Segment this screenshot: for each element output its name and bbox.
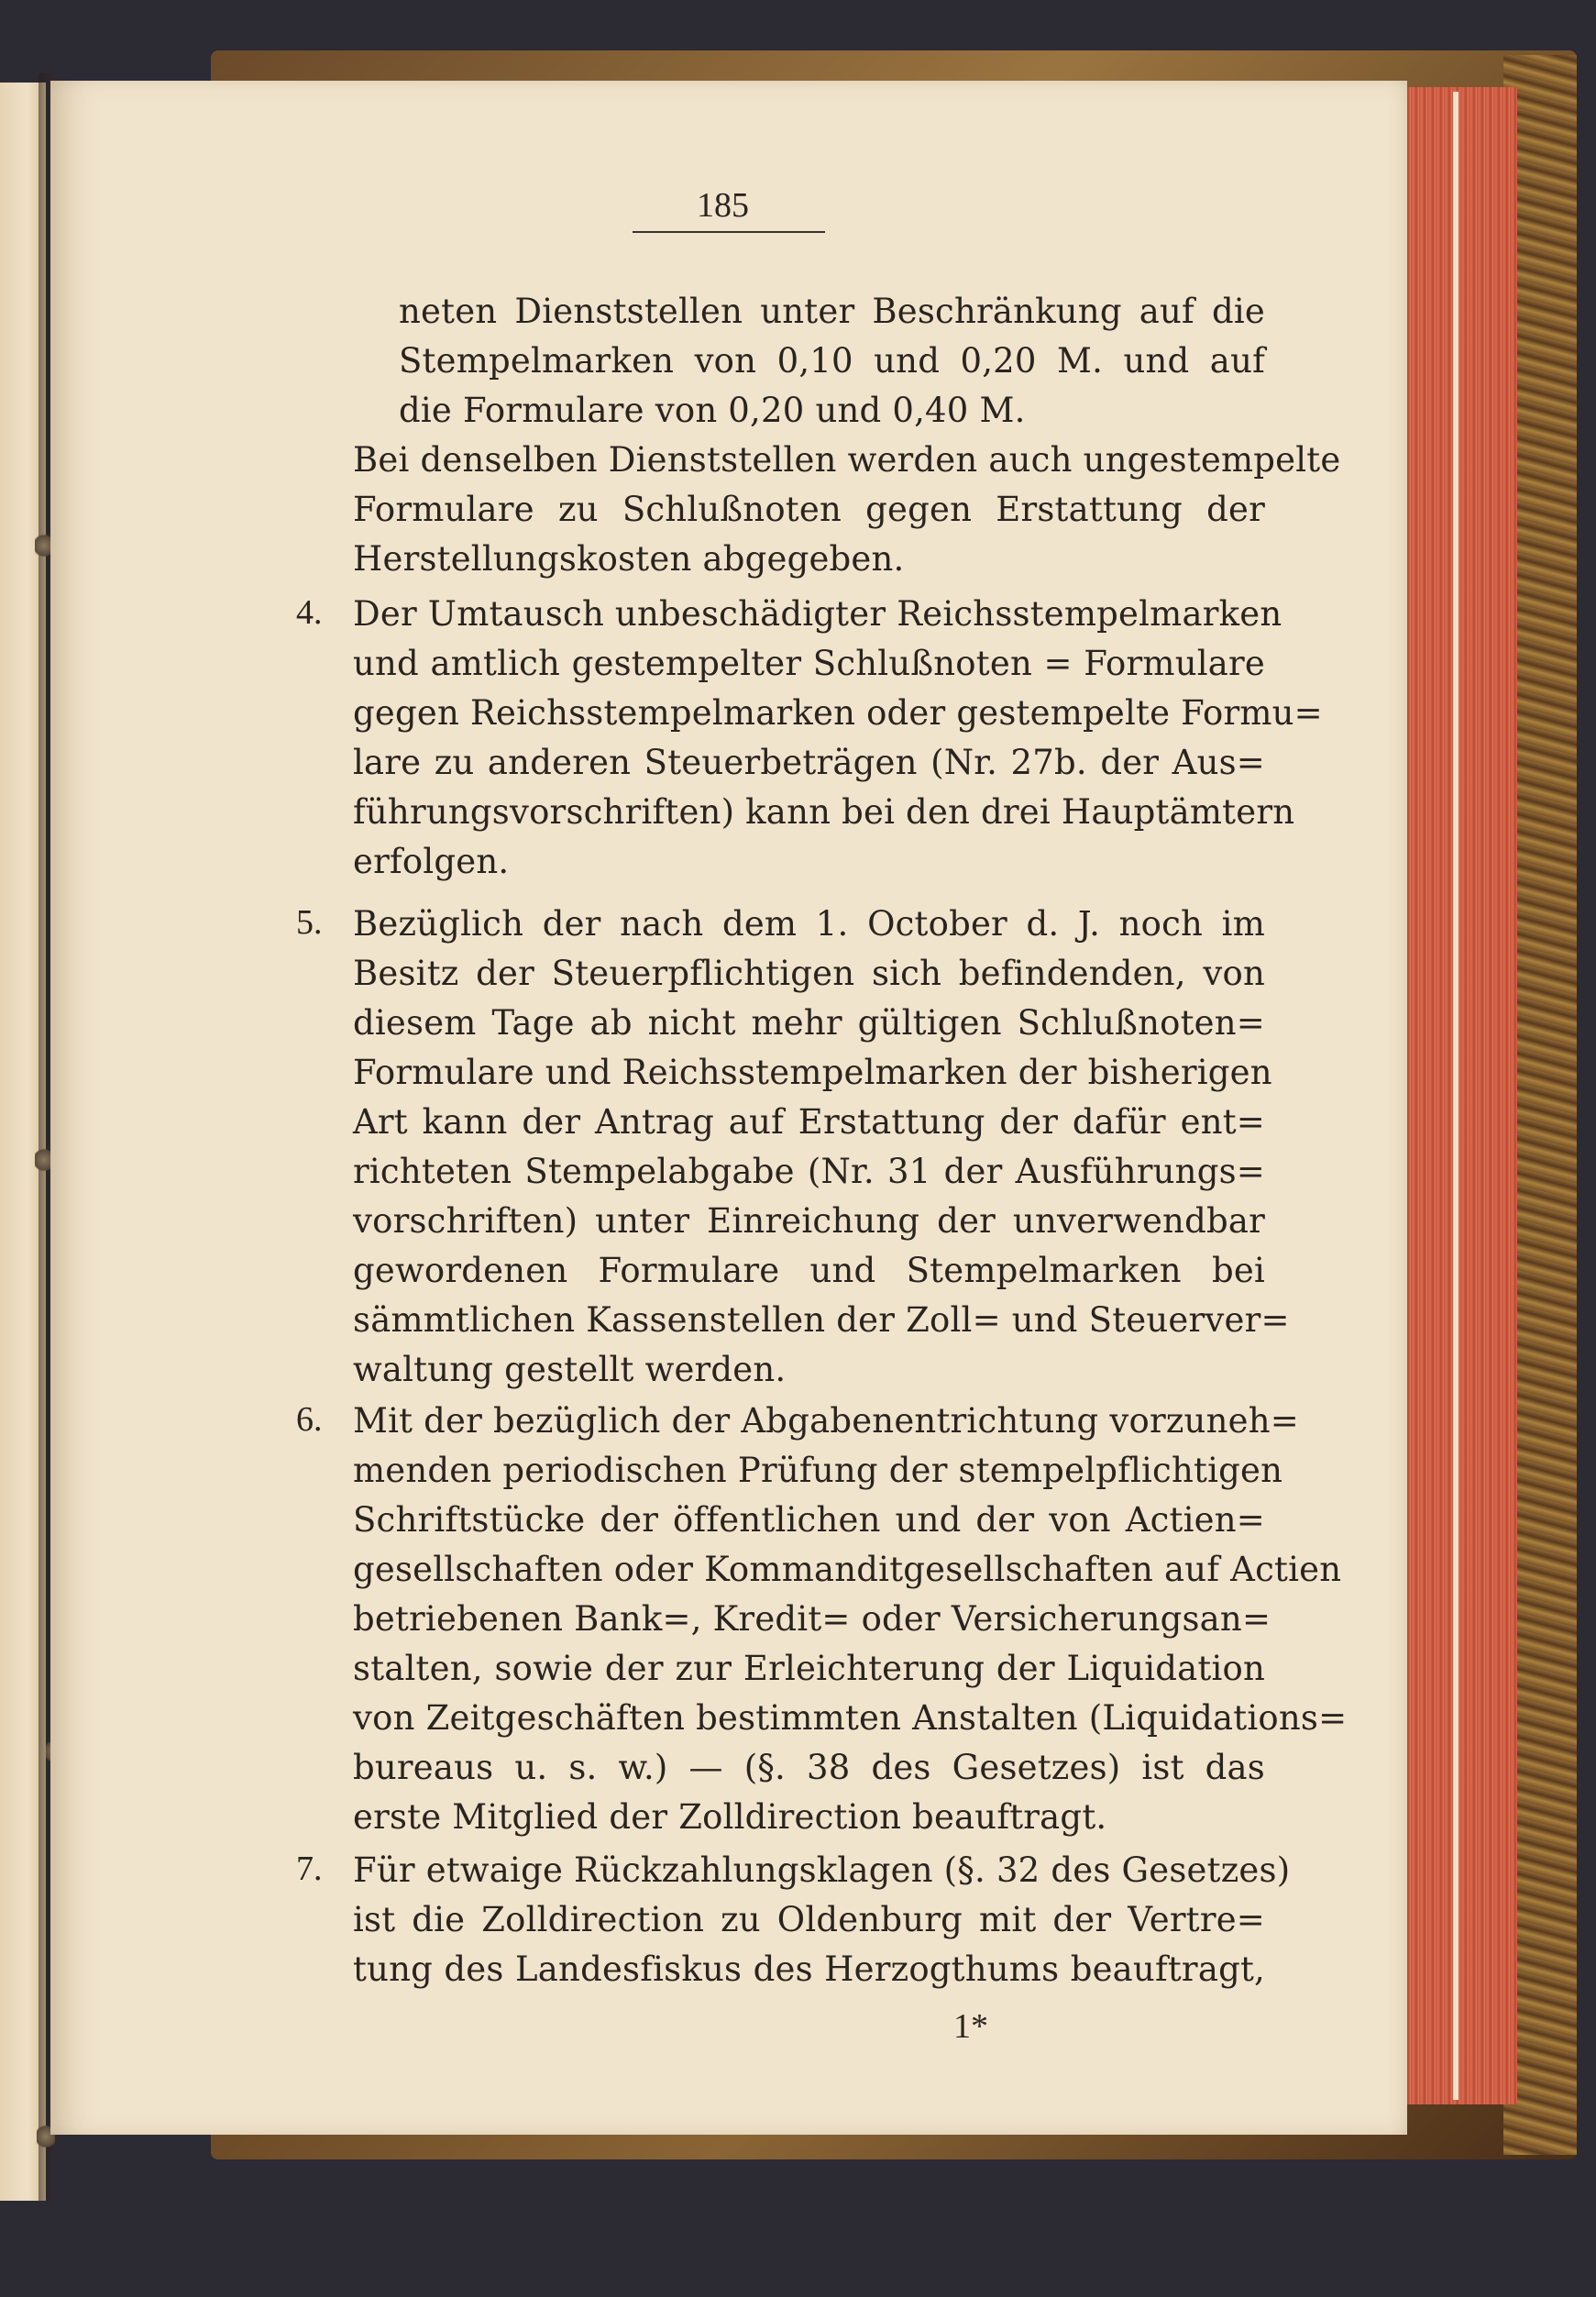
- book-page: [50, 81, 1407, 2135]
- text-line: die Formulare von 0,20 und 0,40 M.: [399, 391, 1026, 430]
- text-line: Bezüglich der nach dem 1. October d. J. noch im: [353, 904, 1265, 944]
- signature-mark: 1*: [953, 2007, 988, 2046]
- text-line: Schriftstücke der öffentlichen und der von Actien=: [353, 1500, 1265, 1540]
- text-line: Mit der bezüglich der Abgabenentrichtung vorzuneh=: [353, 1401, 1299, 1441]
- text-line: führungsvorschriften) kann bei den drei Hauptämtern: [353, 792, 1295, 832]
- text-line: gewordenen Formulare und Stempelmarken bei: [353, 1251, 1265, 1290]
- text-line: bureaus u. s. w.) — (§. 38 des Gesetzes) ist das: [353, 1748, 1265, 1787]
- text-line: gesellschaften oder Kommanditgesellschaften auf Actien: [353, 1550, 1342, 1589]
- text-line: tung des Landesfiskus des Herzogthums beauftragt,: [353, 1949, 1265, 1989]
- text-line: diesem Tage ab nicht mehr gültigen Schlußnoten=: [353, 1003, 1265, 1043]
- text-line: erste Mitglied der Zolldirection beauftragt.: [353, 1797, 1107, 1837]
- text-line: sämmtlichen Kassenstellen der Zoll= und Steuerver=: [353, 1300, 1290, 1340]
- text-line: Herstellungskosten abgegeben.: [353, 539, 905, 579]
- text-line: Besitz der Steuerpflichtigen sich befindenden, von: [353, 954, 1265, 993]
- text-line: erfolgen.: [353, 842, 510, 881]
- item-number: 4.: [296, 593, 323, 632]
- item-number: 6.: [296, 1400, 323, 1439]
- item-number: 7.: [296, 1850, 323, 1888]
- page-edge-highlight: [1453, 92, 1458, 2100]
- page-number: 185: [697, 186, 749, 225]
- item-number: 5.: [296, 903, 323, 942]
- text-line: Stempelmarken von 0,10 und 0,20 M. und auf: [399, 341, 1265, 381]
- text-line: richteten Stempelabgabe (Nr. 31 der Ausführungs=: [353, 1152, 1265, 1191]
- page-edges-red: [1403, 87, 1517, 2104]
- text-line: Formulare zu Schlußnoten gegen Erstattung der: [353, 490, 1265, 529]
- text-line: menden periodischen Prüfung der stempelpflichtigen: [353, 1451, 1283, 1490]
- text-line: ist die Zolldirection zu Oldenburg mit der Vertre=: [353, 1900, 1265, 1939]
- text-line: waltung gestellt werden.: [353, 1350, 787, 1389]
- text-line: Bei denselben Dienststellen werden auch ungestempelte: [353, 440, 1341, 480]
- text-line: stalten, sowie der zur Erleichterung der Liquidation: [353, 1649, 1265, 1688]
- text-line: von Zeitgeschäften bestimmten Anstalten (Liquidations=: [353, 1698, 1348, 1738]
- text-line: Für etwaige Rückzahlungsklagen (§. 32 des Gesetzes): [353, 1850, 1291, 1890]
- text-line: gegen Reichsstempelmarken oder gestempelte Formu=: [353, 693, 1323, 733]
- text-line: betriebenen Bank=, Kredit= oder Versicherungsan=: [353, 1599, 1271, 1639]
- text-line: Der Umtausch unbeschädigter Reichsstempelmarken: [353, 594, 1282, 634]
- page-text: [50, 81, 1407, 2135]
- text-line: lare zu anderen Steuerbeträgen (Nr. 27b. der Aus=: [353, 743, 1265, 782]
- text-line: neten Dienststellen unter Beschränkung auf die: [399, 292, 1265, 331]
- text-line: Art kann der Antrag auf Erstattung der dafür ent=: [353, 1102, 1265, 1142]
- text-line: Formulare und Reichsstempelmarken der bisherigen: [353, 1053, 1272, 1092]
- text-line: vorschriften) unter Einreichung der unverwendbar: [353, 1201, 1265, 1241]
- text-line: und amtlich gestempelter Schlußnoten = Formulare: [353, 644, 1265, 683]
